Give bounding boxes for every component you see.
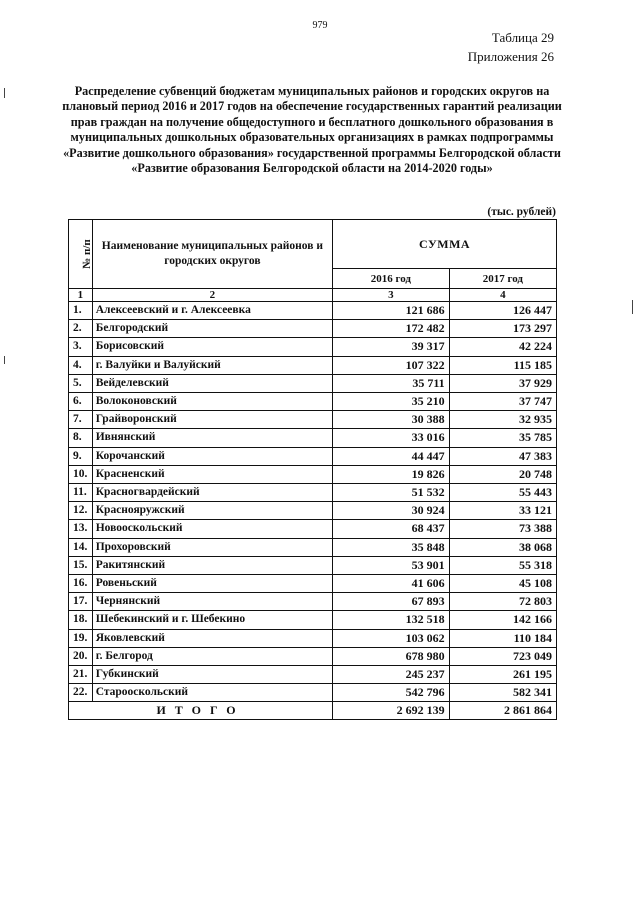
row-name: Ровеньский (92, 575, 332, 593)
total-2017: 2 861 864 (449, 702, 556, 720)
table-row (69, 393, 557, 411)
table-row (69, 338, 557, 356)
row-number: 19. (69, 629, 93, 647)
table-row (69, 320, 557, 338)
row-value-2016: 35 711 (333, 374, 450, 392)
row-name: Волоконовский (92, 393, 332, 411)
row-value-2016: 35 210 (333, 393, 450, 411)
table-row (69, 465, 557, 483)
total-label: ИТОГО (69, 702, 333, 720)
row-value-2016: 107 322 (333, 356, 450, 374)
table-row (69, 374, 557, 392)
row-value-2016: 245 237 (333, 666, 450, 684)
row-name: г. Валуйки и Валуйский (92, 356, 332, 374)
row-number: 2. (69, 320, 93, 338)
table-row (69, 629, 557, 647)
row-name: Новооскольский (92, 520, 332, 538)
row-name: Красногвардейский (92, 484, 332, 502)
table-reference (468, 28, 554, 66)
row-number: 17. (69, 593, 93, 611)
row-number: 7. (69, 411, 93, 429)
table-row (69, 556, 557, 574)
row-number: 5. (69, 374, 93, 392)
appendix-label: Приложения 26 (467, 49, 554, 64)
table-row (69, 502, 557, 520)
row-value-2016: 68 437 (333, 520, 450, 538)
row-name: Старооскольский (92, 684, 332, 702)
row-value-2016: 33 016 (333, 429, 450, 447)
table-row (69, 411, 557, 429)
row-value-2016: 542 796 (333, 684, 450, 702)
row-number: 10. (69, 465, 93, 483)
table-body (69, 289, 557, 702)
index-cell: 4 (449, 289, 556, 302)
row-number: 3. (69, 338, 93, 356)
row-name: Ивнянский (92, 429, 332, 447)
row-value-2016: 30 924 (333, 502, 450, 520)
table-row (69, 647, 557, 665)
page-number: 979 (312, 20, 328, 31)
row-name: Борисовский (92, 338, 332, 356)
subsidies-table (68, 219, 557, 720)
index-cell: 3 (333, 289, 450, 302)
column-header-2016: 2016 год (333, 269, 450, 289)
scan-mark (632, 300, 633, 314)
row-name: Шебекинский и г. Шебекино (92, 611, 332, 629)
row-name: Красненский (92, 465, 332, 483)
row-number: 18. (69, 611, 93, 629)
row-value-2017: 55 318 (449, 556, 556, 574)
scan-mark (4, 356, 5, 364)
row-name: Ракитянский (92, 556, 332, 574)
index-cell: 2 (92, 289, 332, 302)
table-label: Таблица 29 (491, 30, 554, 45)
document-title: Распределение субвенций бюджетам муниципальных районов и городских округов на плановый период 2016 и 2017 годов на обеспечение государственных гарантий реализации прав граждан на получение общедоступного и бесплатного дошкольного образования в муниципальных дошкольных образовательных организациях в рамках подпрограммы «Развитие дошкольного образования» государственной программы Белгородской области «Развитие образования Белгородской области на 2014-2020 годы» (62, 84, 562, 176)
row-name: Губкинский (92, 666, 332, 684)
row-name: Корочанский (92, 447, 332, 465)
table-row (69, 575, 557, 593)
row-value-2017: 32 935 (449, 411, 556, 429)
row-name: Чернянский (92, 593, 332, 611)
row-value-2017: 35 785 (449, 429, 556, 447)
total-row (69, 702, 557, 720)
units-label: (тыс. рублей) (487, 206, 556, 218)
row-value-2017: 33 121 (449, 502, 556, 520)
column-header-number-label: № п/п (80, 239, 93, 269)
table-row (69, 593, 557, 611)
row-number: 9. (69, 447, 93, 465)
row-value-2017: 55 443 (449, 484, 556, 502)
row-value-2017: 38 068 (449, 538, 556, 556)
row-value-2017: 142 166 (449, 611, 556, 629)
row-value-2017: 47 383 (449, 447, 556, 465)
row-number: 14. (69, 538, 93, 556)
row-value-2016: 678 980 (333, 647, 450, 665)
table-row (69, 429, 557, 447)
row-number: 16. (69, 575, 93, 593)
column-header-2017: 2017 год (449, 269, 556, 289)
row-value-2016: 132 518 (333, 611, 450, 629)
row-number: 15. (69, 556, 93, 574)
row-number: 13. (69, 520, 93, 538)
row-name: г. Белгород (92, 647, 332, 665)
row-value-2016: 39 317 (333, 338, 450, 356)
column-header-number (69, 220, 93, 289)
scan-mark (4, 88, 5, 98)
table-row (69, 666, 557, 684)
row-value-2016: 51 532 (333, 484, 450, 502)
row-number: 11. (69, 484, 93, 502)
row-value-2017: 73 388 (449, 520, 556, 538)
row-value-2016: 172 482 (333, 320, 450, 338)
row-value-2017: 37 747 (449, 393, 556, 411)
row-number: 20. (69, 647, 93, 665)
row-name: Краснояружский (92, 502, 332, 520)
row-name: Белгородский (92, 320, 332, 338)
row-number: 6. (69, 393, 93, 411)
row-number: 12. (69, 502, 93, 520)
table-row (69, 356, 557, 374)
row-value-2017: 45 108 (449, 575, 556, 593)
table-row (69, 302, 557, 320)
row-value-2016: 41 606 (333, 575, 450, 593)
row-name: Грайворонский (92, 411, 332, 429)
row-value-2017: 582 341 (449, 684, 556, 702)
row-value-2017: 115 185 (449, 356, 556, 374)
table-row (69, 447, 557, 465)
row-number: 8. (69, 429, 93, 447)
row-value-2017: 261 195 (449, 666, 556, 684)
row-value-2016: 30 388 (333, 411, 450, 429)
index-row (69, 289, 557, 302)
row-value-2016: 67 893 (333, 593, 450, 611)
row-value-2016: 53 901 (333, 556, 450, 574)
row-name: Прохоровский (92, 538, 332, 556)
row-name: Алексеевский и г. Алексеевка (92, 302, 332, 320)
table-row (69, 611, 557, 629)
table-row (69, 538, 557, 556)
row-value-2017: 126 447 (449, 302, 556, 320)
column-header-sum: СУММА (333, 220, 557, 269)
table-row (69, 520, 557, 538)
row-value-2017: 72 803 (449, 593, 556, 611)
table-row (69, 684, 557, 702)
row-value-2017: 723 049 (449, 647, 556, 665)
row-name: Вейделевский (92, 374, 332, 392)
row-value-2016: 44 447 (333, 447, 450, 465)
row-value-2016: 35 848 (333, 538, 450, 556)
row-number: 4. (69, 356, 93, 374)
row-value-2016: 121 686 (333, 302, 450, 320)
row-number: 21. (69, 666, 93, 684)
table-row (69, 484, 557, 502)
row-value-2017: 173 297 (449, 320, 556, 338)
row-value-2017: 20 748 (449, 465, 556, 483)
total-2016: 2 692 139 (333, 702, 450, 720)
row-value-2017: 110 184 (449, 629, 556, 647)
row-value-2016: 19 826 (333, 465, 450, 483)
row-number: 1. (69, 302, 93, 320)
index-cell: 1 (69, 289, 93, 302)
row-value-2017: 42 224 (449, 338, 556, 356)
row-number: 22. (69, 684, 93, 702)
column-header-name: Наименование муниципальных районов и городских округов (92, 220, 332, 289)
row-value-2016: 103 062 (333, 629, 450, 647)
row-name: Яковлевский (92, 629, 332, 647)
row-value-2017: 37 929 (449, 374, 556, 392)
